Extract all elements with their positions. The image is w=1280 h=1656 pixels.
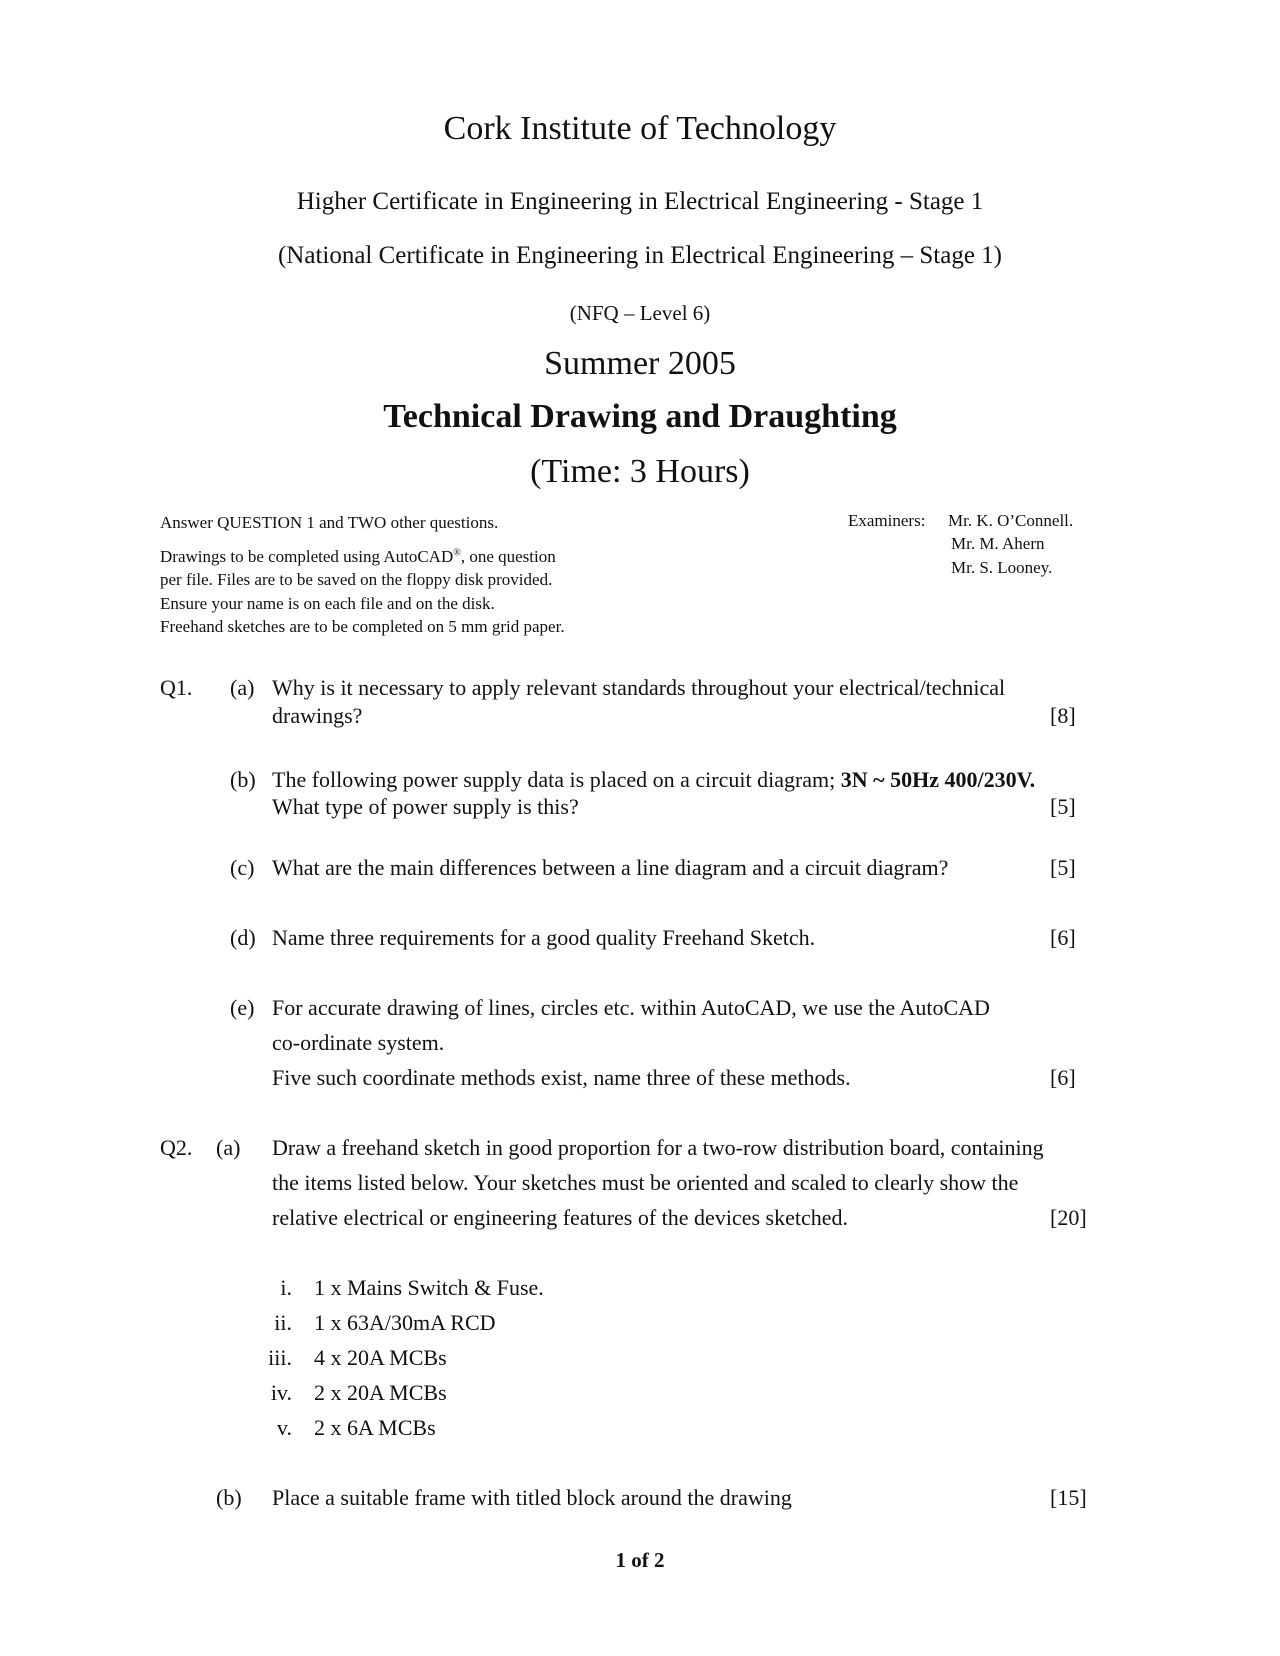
question-text: Draw a freehand sketch in good proportion for a two-row distribution board, containing [272,1135,1044,1160]
marks: [8] [1050,703,1076,728]
question-text: Name three requirements for a good quality Freehand Sketch. [272,925,816,950]
question-text: Five such coordinate methods exist, name three of these methods. [272,1065,851,1090]
page-number: 1 of 2 [615,1548,665,1572]
question-text: relative electrical or engineering features of the devices sketched. [272,1205,848,1230]
list-item-number: ii. [274,1310,292,1335]
marks: [5] [1050,794,1076,819]
marks: [6] [1050,1065,1076,1090]
exam-session: Summer 2005 [544,345,736,382]
part-label: (b) [216,1485,242,1510]
exam-duration: (Time: 3 Hours) [530,453,750,490]
marks: [5] [1050,855,1076,880]
list-item: 4 x 20A MCBs [314,1345,447,1370]
question-text: The following power supply data is placed on a circuit diagram; 3N ~ 50Hz 400/230V. [272,767,1036,792]
question-text: What are the main differences between a line diagram and a circuit diagram? [272,855,949,880]
part-label: (e) [230,995,255,1020]
examiner-name: Mr. S. Looney. [951,558,1053,577]
instruction-answer: Answer QUESTION 1 and TWO other questions. [160,513,499,532]
question-text: co-ordinate system. [272,1030,445,1055]
list-item: 2 x 20A MCBs [314,1380,447,1405]
question-number: Q1. [160,675,193,700]
list-item-number: iv. [270,1380,292,1405]
list-item: 1 x 63A/30mA RCD [314,1310,496,1335]
question-number: Q2. [160,1135,193,1160]
question-text: Place a suitable frame with titled block around the drawing [272,1485,792,1510]
question-text: drawings? [272,703,363,728]
list-item-number: v. [276,1415,292,1440]
nfq-level: (NFQ – Level 6) [569,301,711,325]
instruction-line-1: Drawings to be completed using AutoCAD®, one question [160,547,556,566]
instruction-line-3: Ensure your name is on each file and on the disk. [160,594,495,613]
question-text: the items listed below. Your sketches must be oriented and scaled to clearly show the [272,1170,1019,1195]
list-item-number: iii. [268,1345,292,1370]
programme-title: Higher Certificate in Engineering in Electrical Engineering - Stage 1 [296,188,984,215]
question-text: What type of power supply is this? [272,794,579,819]
marks: [15] [1050,1485,1087,1510]
part-label: (b) [230,767,256,792]
examiner-name: Mr. K. O’Connell. [948,511,1074,530]
instruction-line-2: per file. Files are to be saved on the floppy disk provided. [160,570,553,589]
marks: [6] [1050,925,1076,950]
question-text: For accurate drawing of lines, circles etc. within AutoCAD, we use the AutoCAD [272,995,990,1020]
institution-title: Cork Institute of Technology [443,110,837,147]
list-item: 1 x Mains Switch & Fuse. [314,1275,544,1300]
instruction-line-4: Freehand sketches are to be completed on 5 mm grid paper. [160,617,565,636]
part-label: (d) [230,925,256,950]
marks: [20] [1050,1205,1087,1230]
examiner-name: Mr. M. Ahern [951,534,1045,553]
examiners-label: Examiners: [848,511,926,530]
question-text: Why is it necessary to apply relevant standards throughout your electrical/technical [272,675,1006,700]
list-item: 2 x 6A MCBs [314,1415,436,1440]
part-label: (c) [230,855,255,880]
part-label: (a) [230,675,255,700]
national-programme-title: (National Certificate in Engineering in Electrical Engineering – Stage 1) [277,242,1003,269]
supply-data: 3N ~ 50Hz 400/230V. [840,767,1036,792]
part-label: (a) [216,1135,241,1160]
list-item-number: i. [280,1275,292,1300]
subject-title: Technical Drawing and Draughting [383,398,897,435]
